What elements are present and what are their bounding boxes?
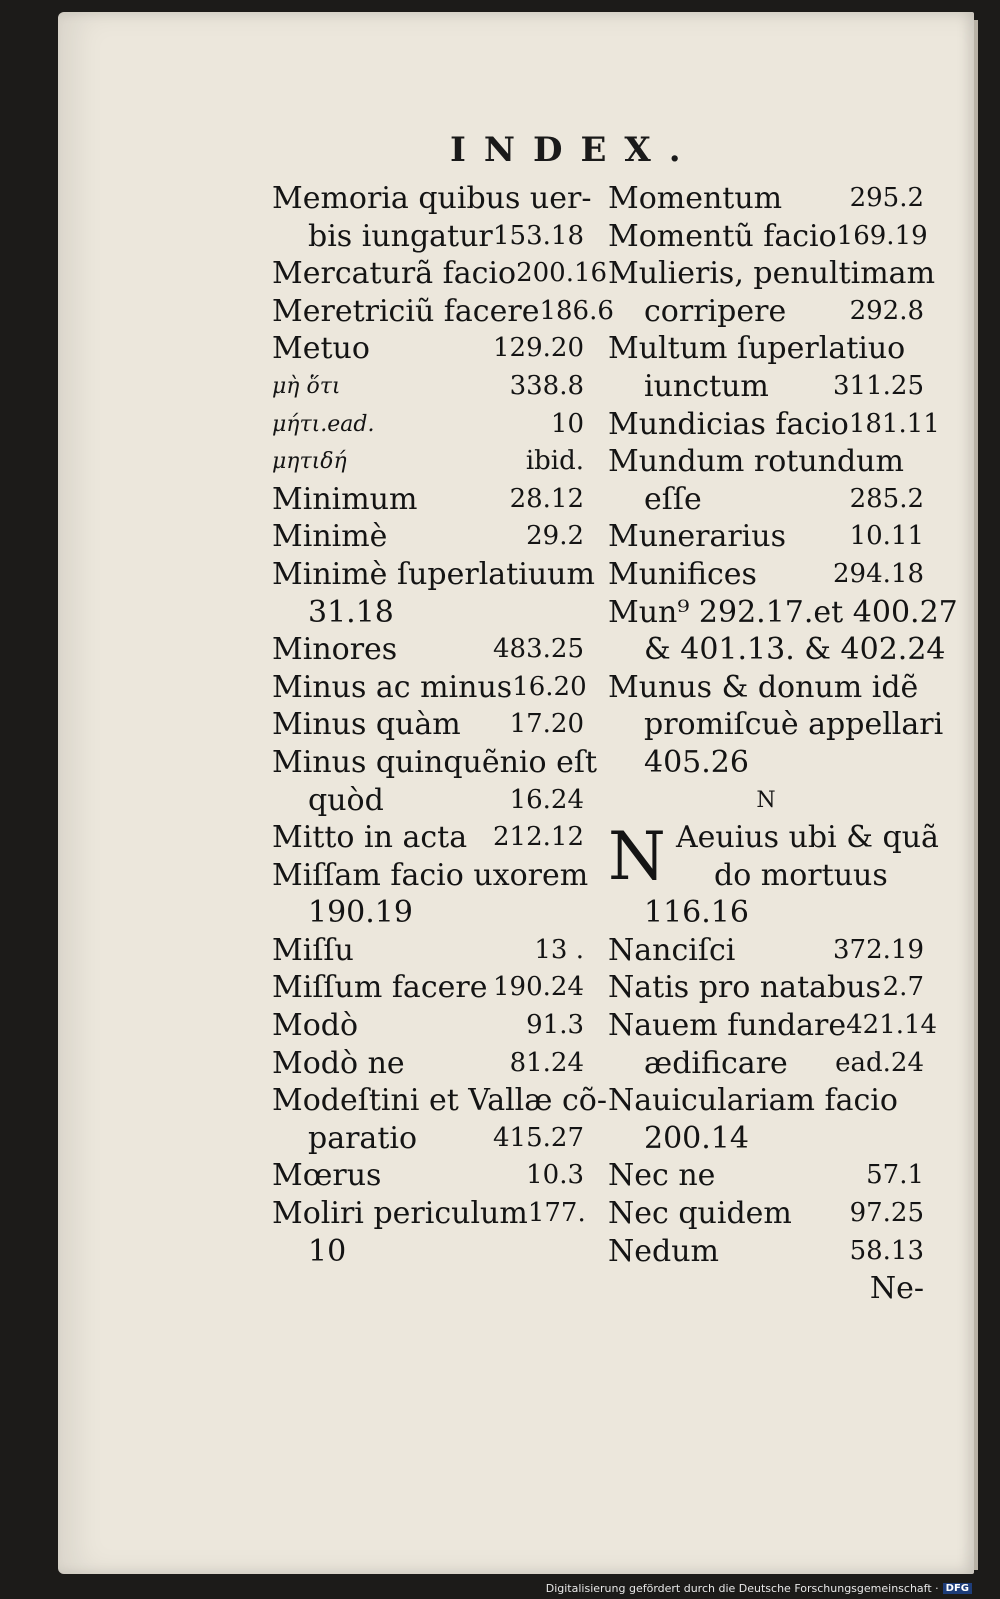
index-entry [608, 443, 924, 481]
right-entries-top [608, 180, 958, 782]
entry-page-ref: 177. [527, 1198, 586, 1229]
dropcap-line: do mortuus [714, 857, 888, 893]
index-entry [272, 1082, 608, 1120]
entry-page-ref: 10.11 [849, 521, 924, 552]
entry-term: Momentum [608, 181, 783, 216]
entry-term: μητιδή [272, 449, 347, 475]
entry-term: Munerarius [608, 519, 786, 555]
entry-page-ref: 16.20 [512, 671, 587, 702]
entry-term: Minus quinquẽnio eſt [272, 744, 598, 780]
entry-term: Modò [272, 1008, 359, 1044]
index-entry [272, 819, 584, 857]
entry-page-ref: 10.3 [526, 1160, 584, 1191]
right-entries-bottom [608, 932, 938, 1270]
index-entry [272, 894, 584, 932]
entry-page-ref: 181.11 [848, 408, 940, 439]
entry-term: Mun⁹ 292.17.et 400.27 [608, 594, 958, 630]
section-letter: N [756, 787, 776, 813]
entry-term: Munus & donum idẽ [608, 669, 919, 705]
index-entry [608, 744, 924, 782]
entry-page-ref: 295.2 [849, 183, 924, 213]
digitization-footer [546, 1582, 972, 1595]
entry-page-ref: 28.12 [509, 483, 584, 514]
entry-term: Memoria quibus uer- [272, 181, 592, 216]
index-column-right [608, 180, 958, 1308]
index-entry [272, 1045, 584, 1083]
entry-term: Moliri periculum [272, 1196, 528, 1232]
entry-term: Mundum rotundum [608, 444, 904, 480]
index-column-left [272, 180, 614, 1270]
entry-term: 190.19 [308, 895, 413, 931]
index-entry [608, 481, 924, 519]
entry-term: Multum ſuperlatiuo [608, 331, 906, 367]
entry-page-ref: 10 [550, 408, 584, 439]
entry-term: Nec ne [608, 1158, 716, 1194]
entry-term: Mundicias facio [608, 406, 849, 442]
entry-term: Minus ac minus [272, 669, 513, 705]
index-entry [272, 368, 584, 406]
index-entry [272, 631, 584, 669]
entry-term: Nec quidem [608, 1196, 792, 1232]
index-entry [272, 1120, 584, 1158]
index-entry [272, 330, 584, 368]
index-entry [272, 481, 584, 519]
dfg-logo: DFG [943, 1583, 972, 1594]
index-entry [272, 518, 584, 556]
index-entry [272, 255, 608, 293]
entry-page-ref: 17.20 [509, 709, 584, 740]
page-title: INDEX. [450, 130, 699, 170]
entry-page-ref: 190.24 [493, 972, 584, 1003]
catchword: Ne- [869, 1271, 924, 1307]
entry-page-ref: 57.1 [866, 1160, 924, 1191]
index-entry [272, 857, 589, 895]
entry-term: Nauem fundare [608, 1008, 847, 1044]
entry-page-ref: 129.20 [493, 333, 584, 364]
entry-page-ref: 58.13 [849, 1235, 924, 1266]
entry-term: Nauiculariam facio [608, 1083, 898, 1119]
index-entry [608, 969, 924, 1007]
entry-page-ref: 311.25 [833, 370, 924, 401]
entry-page-ref: 29.2 [526, 521, 584, 552]
index-entry [608, 293, 924, 331]
index-entry [272, 1233, 584, 1271]
entry-term: quòd [308, 782, 384, 818]
entry-term: 200.14 [644, 1120, 749, 1156]
entry-term: 10 [308, 1233, 347, 1269]
entry-term: corripere [644, 293, 787, 329]
entry-term: & 401.13. & 402.24 [644, 632, 946, 668]
entry-page-ref: 483.25 [493, 634, 584, 665]
footer-text: Digitalisierung gefördert durch die Deutsche Forschungsgemeinschaft · [545, 1582, 939, 1595]
entry-page-ref: 372.19 [833, 934, 924, 965]
entry-term: Mitto in acta [272, 820, 468, 856]
index-entry [272, 969, 584, 1007]
entry-page-ref: 97.25 [849, 1198, 924, 1229]
entry-term: Nanciſci [608, 932, 736, 968]
index-entry [608, 406, 940, 444]
entry-term: Miſſum facere [272, 970, 488, 1006]
index-entry [608, 1120, 924, 1158]
entry-page-ref: 81.24 [509, 1047, 584, 1078]
entry-term: Minores [272, 632, 398, 668]
entry-term: Minimè [272, 519, 388, 555]
index-entry [608, 1082, 924, 1120]
index-entry [608, 1233, 924, 1271]
entry-term: 31.18 [308, 594, 394, 630]
dropcap-entry [608, 818, 939, 896]
index-entry [272, 706, 584, 744]
entry-term: eſſe [644, 481, 702, 517]
entry-term: iunctum [644, 368, 769, 404]
index-entry [272, 932, 584, 970]
index-entry [272, 180, 592, 218]
index-entry [608, 1157, 924, 1195]
index-entry [272, 293, 614, 331]
index-entry [272, 218, 584, 256]
entry-term: μὴ ὅτι [272, 373, 341, 399]
index-entry [272, 556, 595, 594]
index-entry [608, 706, 944, 744]
index-entry [272, 443, 584, 481]
entry-page-ref: 200.16 [516, 258, 608, 289]
index-entry [608, 255, 936, 293]
index-entry [272, 782, 584, 820]
entry-page-ref: 169.19 [836, 220, 928, 251]
entry-page-ref: 285.2 [849, 483, 924, 514]
entry-term: bis iungatur [308, 218, 493, 254]
index-entry [272, 744, 598, 782]
entry-term: promiſcuè appellari [644, 707, 944, 743]
entry-page-ref: 186.6 [539, 295, 614, 326]
index-entry [608, 368, 924, 406]
entry-term: paratio [308, 1120, 418, 1156]
entry-term: Natis pro natabus [608, 970, 881, 1006]
index-entry [272, 669, 587, 707]
index-entry [608, 594, 958, 632]
entry-page-ref: 338.8 [509, 370, 584, 401]
entry-term: Meretriciũ facere [272, 293, 540, 329]
entry-page-ref: 294.18 [833, 558, 924, 589]
entry-page-ref: 2.7 [882, 972, 924, 1003]
entry-term: Mœrus [272, 1158, 382, 1194]
entry-term: Metuo [272, 331, 370, 367]
index-entry [608, 1045, 924, 1083]
entry-term: Minus quàm [272, 707, 461, 743]
entry-term: Miſſam facio uxorem [272, 857, 589, 893]
index-entry [608, 1195, 924, 1233]
page-edge [974, 20, 978, 1570]
entry-term: μήτι.ead. [272, 411, 375, 437]
entry-term: Minimè ſuperlatiuum [272, 556, 595, 592]
entry-page-ref: ibid. [525, 446, 584, 477]
index-entry [608, 330, 924, 368]
entry-page-ref: ead.24 [835, 1047, 924, 1078]
entry-page-ref: 13 . [534, 934, 584, 965]
index-entry [608, 180, 924, 218]
index-entry [272, 594, 584, 632]
entry-term: Modeſtini et Vallæ cõ- [272, 1083, 608, 1119]
entry-term: Minimum [272, 481, 418, 517]
index-entry [608, 932, 924, 970]
entry-page-ref: 421.14 [846, 1010, 938, 1041]
entry-page-ref: 116.16 [644, 895, 749, 931]
index-entry [272, 1157, 584, 1195]
index-entry [608, 218, 928, 256]
entry-term: Nedum [608, 1233, 719, 1269]
entry-page-ref: 292.8 [849, 295, 924, 326]
entry-term: Mercaturã facio [272, 256, 517, 292]
entry-term: 405.26 [644, 744, 749, 780]
entry-page-ref: 16.24 [509, 784, 584, 815]
entry-term: ædificare [644, 1045, 788, 1081]
entry-term: Mulieris, penultimam [608, 256, 936, 292]
index-entry [608, 1007, 938, 1045]
index-entry [272, 1195, 584, 1233]
entry-term: Miſſu [272, 932, 354, 968]
index-entry [608, 556, 924, 594]
entry-page-ref: 212.12 [493, 822, 584, 853]
index-entry [608, 518, 924, 556]
index-entry [272, 406, 584, 444]
entry-term: Munifices [608, 556, 757, 592]
entry-page-ref: 415.27 [493, 1122, 584, 1153]
entry-term: Momentũ facio [608, 218, 837, 254]
entry-page-ref: 153.18 [493, 220, 584, 251]
entry-page-ref: 91.3 [526, 1010, 584, 1041]
dropcap-letter: N [608, 818, 666, 896]
dropcap-line: Aeuius ubi & quã [676, 820, 939, 856]
entry-term: Modò ne [272, 1045, 405, 1081]
index-entry [608, 669, 924, 707]
index-entry [608, 894, 924, 932]
index-entry [272, 1007, 584, 1045]
index-entry [608, 631, 946, 669]
